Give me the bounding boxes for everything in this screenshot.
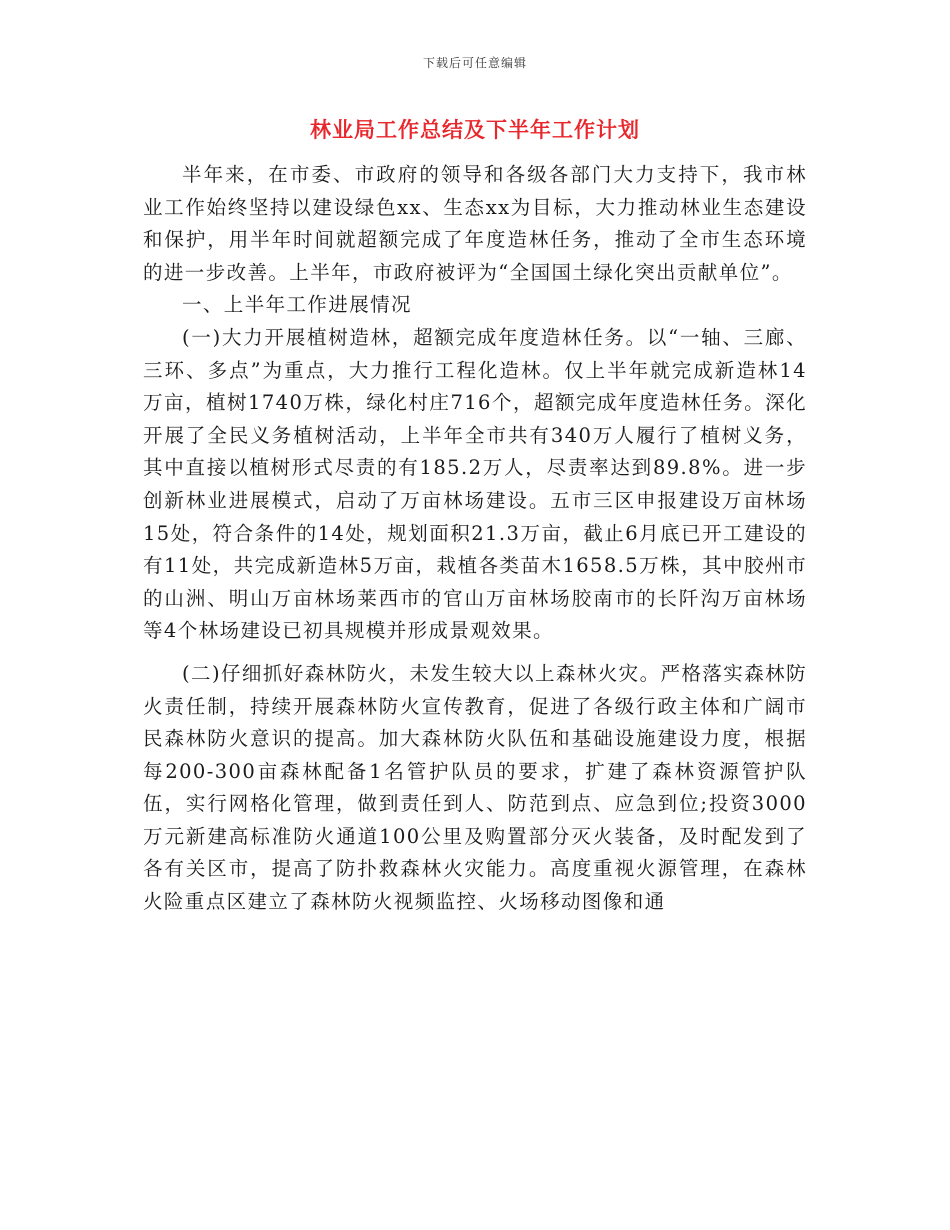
document-title: 林业局工作总结及下半年工作计划 [310,117,640,142]
section-heading: 一、上半年工作进展情况 [182,293,412,317]
fire-prevention-paragraph: (二)仔细抓好森林防火，未发生较大以上森林火灾。严格落实森林防火责任制，持续开展森林防火宣传教育，促进了各级行政主体和广阔市民森林防火意识的提高。加大森林防火队伍和基础设施建设力度，根据每200-300亩森林配备1名管护队员的要求，扩建了森林资源管护队伍，实行网格化管理，做到责任到人、防范到点、应急到位;投资3000万元新建高标准防火通道100公里及购置部分灭火装备，及时配发到了各有关区市，提高了防扑救森林火灾能力。高度重视火源管理，在森林火险重点区建立了森林防火视频监控、火场移动图像和通 [143,661,807,914]
header-note: 下载后可任意编辑 [422,56,527,70]
document-body [143,159,807,919]
intro-paragraph: 半年来，在市委、市政府的领导和各级各部门大力支持下，我市林业工作始终坚持以建设绿色xx、生态xx为目标，大力推动林业生态建设和保护，用半年时间就超额完成了年度造林任务，推动了全市生态环境的进一步改善。上半年，市政府被评为“全国国土绿化突出贡献单位”。 [143,163,807,284]
afforestation-paragraph: (一)大力开展植树造林，超额完成年度造林任务。以“一轴、三廊、三环、多点”为重点，大力推行工程化造林。仅上半年就完成新造林14万亩，植树1740万株，绿化村庄716个，超额完成年度造林任务。深化开展了全民义务植树活动，上半年全市共有340万人履行了植树义务，其中直接以植树形式尽责的有185.2万人，尽责率达到89.8%。进一步创新林业进展模式，启动了万亩林场建设。五市三区申报建设万亩林场15处，符合条件的14处，规划面积21.3万亩，截止6月底已开工建设的有11处，共完成新造林5万亩，栽植各类苗木1658.5万株，其中胶州市的山洲、明山万亩林场莱西市的官山万亩林场胶南市的长阡沟万亩林场等4个林场建设已初具规模并形成景观效果。 [143,325,807,643]
